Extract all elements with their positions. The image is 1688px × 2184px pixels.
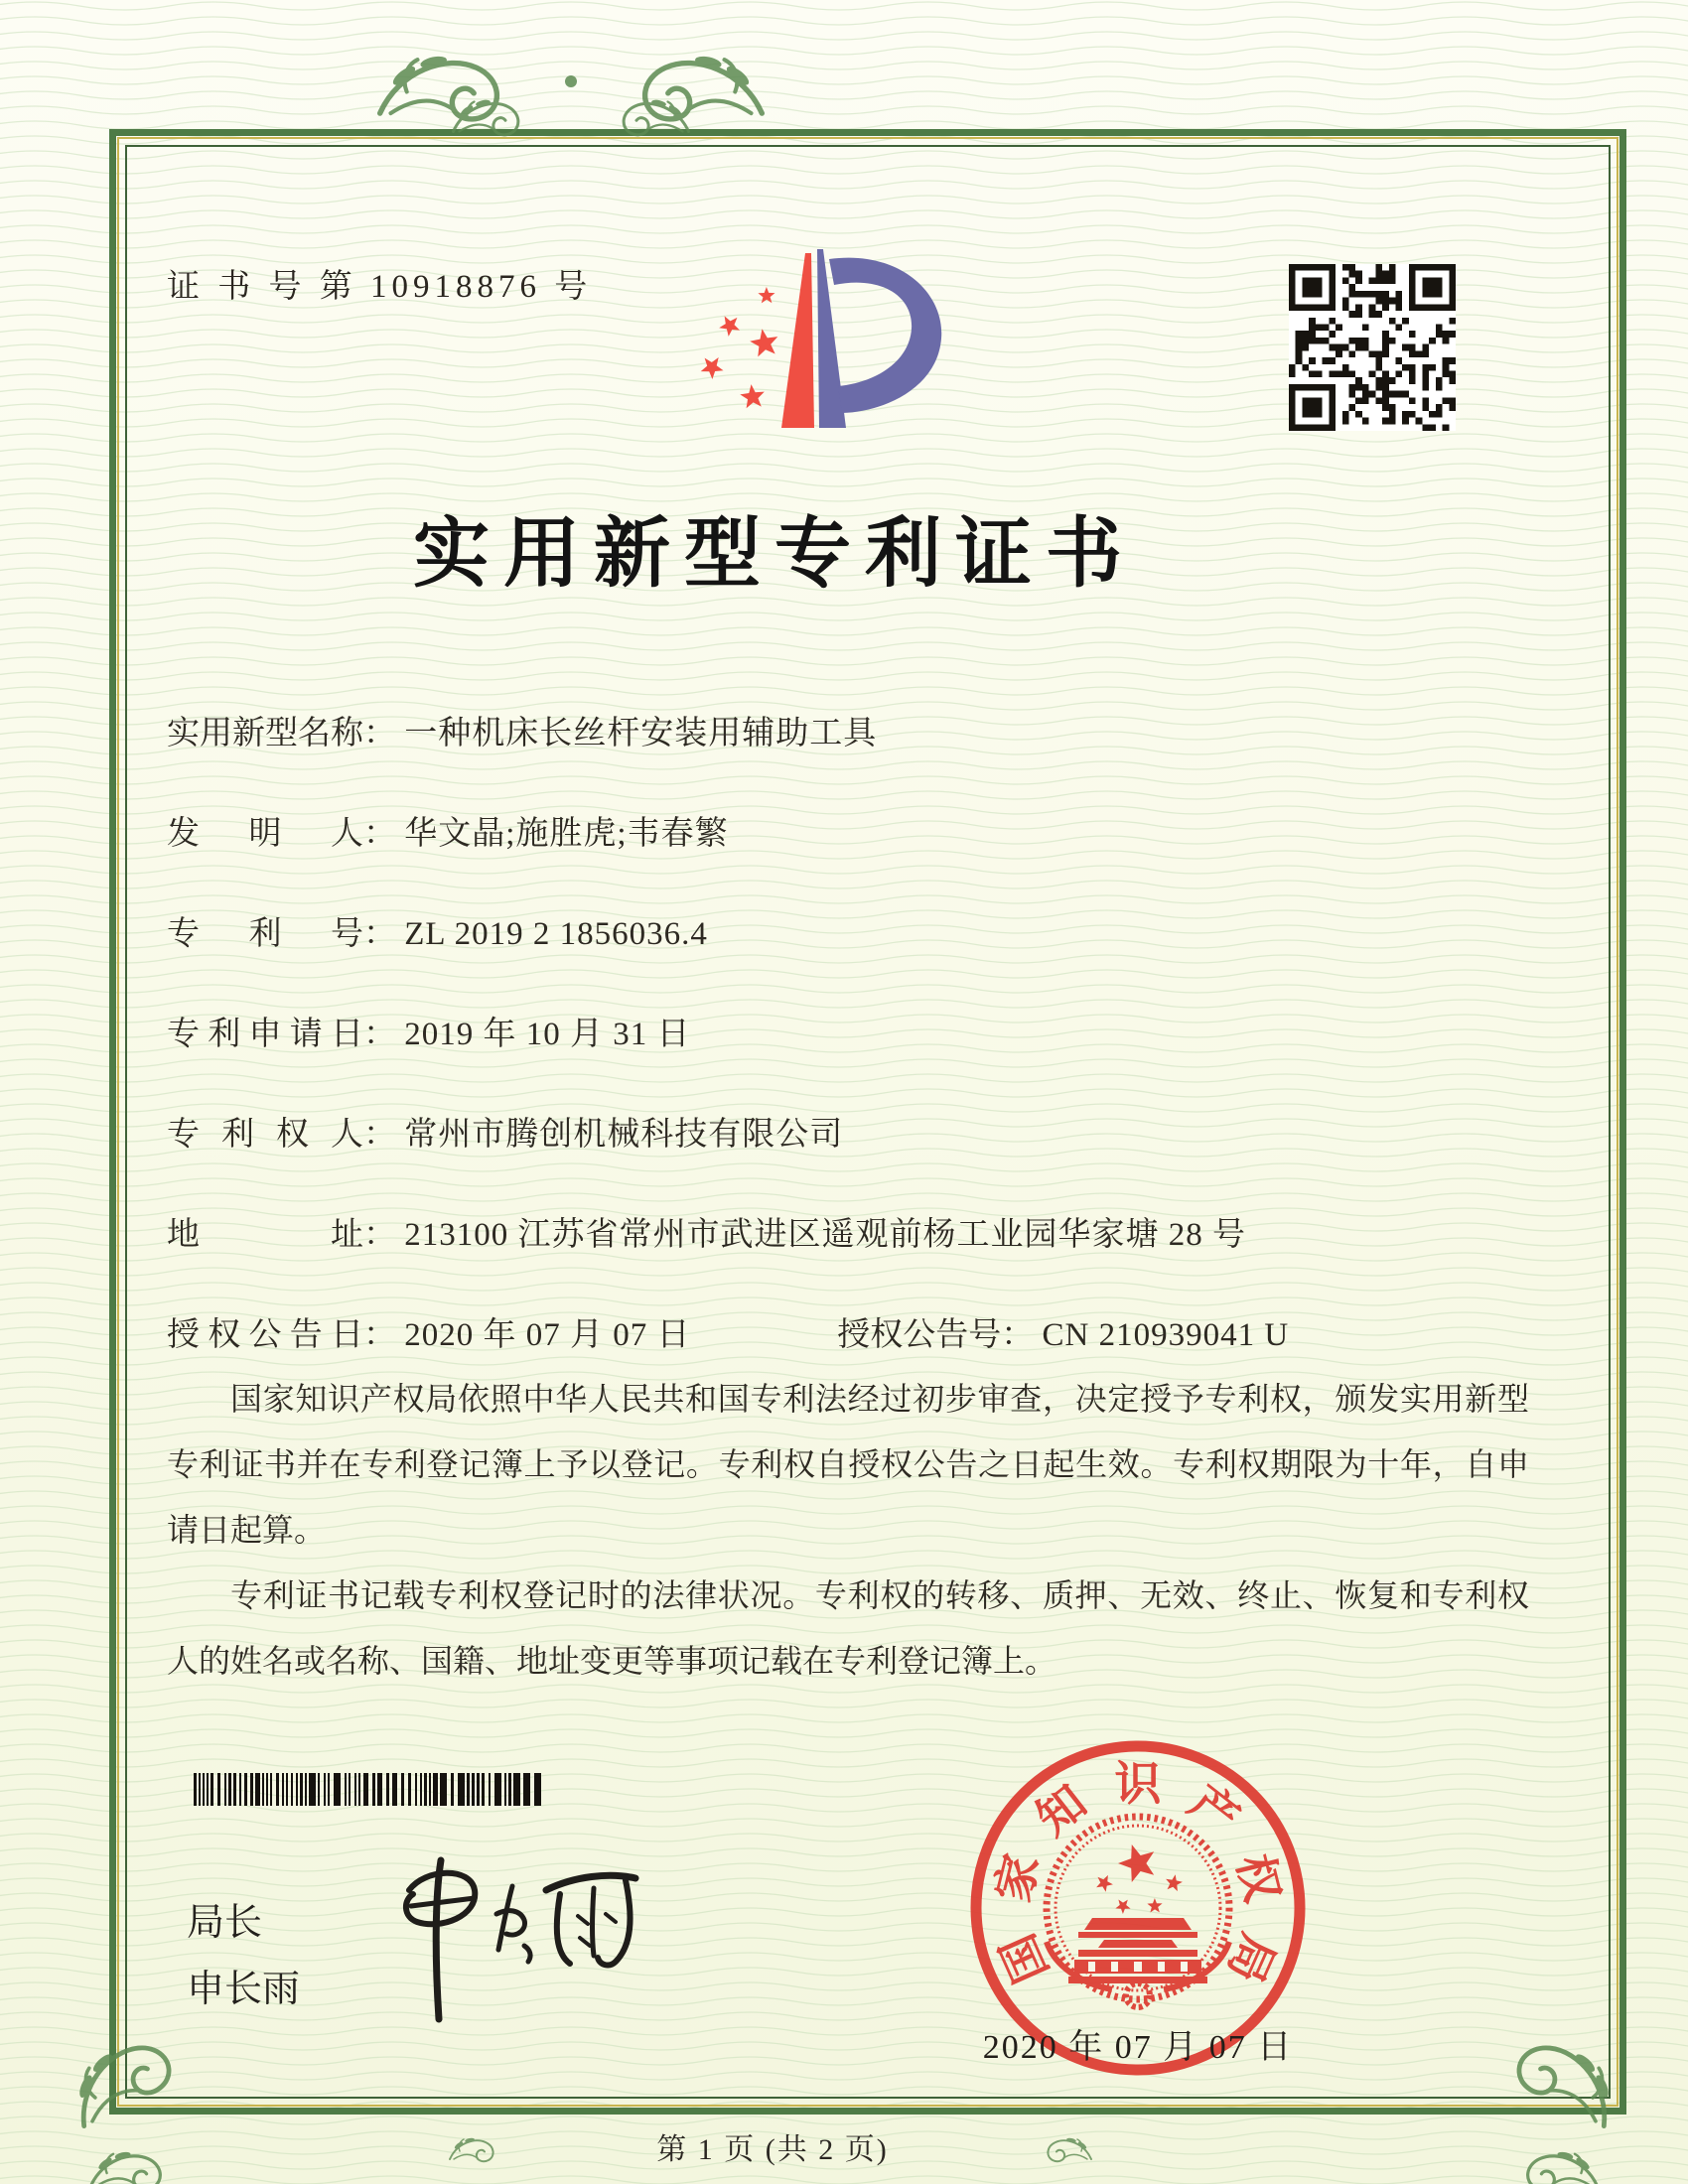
field-label: 发明人 bbox=[167, 816, 363, 852]
patent-fields bbox=[167, 707, 1547, 1409]
legal-text bbox=[167, 1366, 1529, 1694]
field-value: 华文晶;施胜虎;韦春繁 bbox=[404, 816, 729, 852]
top-garland-ornament bbox=[380, 55, 763, 135]
svg-text:知: 知 bbox=[1028, 1776, 1097, 1846]
svg-text:家: 家 bbox=[987, 1848, 1050, 1908]
label-colon: ： bbox=[363, 1217, 396, 1253]
field-row-filing-date bbox=[167, 1008, 1547, 1108]
field-label: 专利申请日 bbox=[167, 1017, 363, 1052]
qr-code bbox=[1289, 264, 1456, 431]
field-row-name bbox=[167, 707, 1547, 807]
page-number: 第 1 页 (共 2 页) bbox=[656, 2133, 889, 2166]
grant-date-pair bbox=[167, 1308, 829, 1355]
commissioner-name: 申长雨 bbox=[187, 1969, 301, 2010]
svg-text:识: 识 bbox=[1114, 1759, 1162, 1811]
field-label: 地址 bbox=[167, 1217, 363, 1253]
label-colon: ： bbox=[363, 1017, 396, 1052]
field-row-patent-no bbox=[167, 907, 1547, 1008]
handwritten-signature bbox=[375, 1839, 668, 2042]
svg-text:局: 局 bbox=[1216, 1926, 1284, 1990]
field-label: 实用新型名称 bbox=[167, 716, 363, 751]
label-colon: ： bbox=[363, 916, 396, 952]
field-label: 专利号 bbox=[167, 916, 363, 952]
national-emblem bbox=[1047, 1817, 1229, 2007]
field-label: 专利权人 bbox=[167, 1117, 363, 1153]
barcode bbox=[194, 1773, 549, 1806]
label-colon: ： bbox=[363, 1317, 396, 1353]
label-colon: ： bbox=[363, 716, 396, 751]
svg-text:国: 国 bbox=[992, 1926, 1059, 1990]
label-colon: ： bbox=[363, 1117, 396, 1153]
label-colon: ： bbox=[363, 816, 396, 852]
field-row-inventors bbox=[167, 807, 1547, 907]
field-value: CN 210939041 U bbox=[1042, 1317, 1290, 1353]
field-value: 常州市腾创机械科技有限公司 bbox=[404, 1117, 844, 1153]
field-row-address bbox=[167, 1208, 1547, 1308]
label-colon: ： bbox=[1001, 1317, 1035, 1353]
legal-paragraph-1: 国家知识产权局依照中华人民共和国专利法经过初步审查，决定授予专利权，颁发实用新型专利证书并在专利登记簿上予以登记。专利权自授权公告之日起生效。专利权期限为十年，自申请日起算。 bbox=[167, 1381, 1529, 1548]
svg-text:权: 权 bbox=[1226, 1848, 1289, 1908]
legal-paragraph-2: 专利证书记载专利权登记时的法律状况。专利权的转移、质押、无效、终止、恢复和专利权人的姓名或名称、国籍、地址变更等事项记载在专利登记簿上。 bbox=[167, 1577, 1529, 1679]
grant-number-pair bbox=[829, 1317, 1289, 1353]
field-value: 213100 江苏省常州市武进区遥观前杨工业园华家塘 28 号 bbox=[404, 1217, 1246, 1253]
cnipa-patent-logo-icon bbox=[655, 231, 943, 445]
svg-text:产: 产 bbox=[1179, 1776, 1248, 1846]
seal-date: 2020 年 07 月 07 日 bbox=[982, 2029, 1294, 2066]
logo-stars bbox=[701, 287, 778, 408]
field-label: 授权公告日 bbox=[167, 1317, 363, 1353]
field-value: 2019 年 10 月 31 日 bbox=[404, 1017, 691, 1052]
certificate-title: 实用新型专利证书 bbox=[413, 511, 1136, 597]
field-value: 2020 年 07 月 07 日 bbox=[404, 1317, 691, 1353]
commissioner-title: 局长 bbox=[187, 1902, 263, 1944]
certificate-number: 证 书 号 第 10918876 号 bbox=[167, 269, 593, 305]
field-value: 一种机床长丝杆安装用辅助工具 bbox=[404, 716, 878, 751]
field-label: 授权公告号 bbox=[837, 1317, 1002, 1353]
field-row-patentee bbox=[167, 1108, 1547, 1208]
field-value: ZL 2019 2 1856036.4 bbox=[404, 916, 708, 952]
